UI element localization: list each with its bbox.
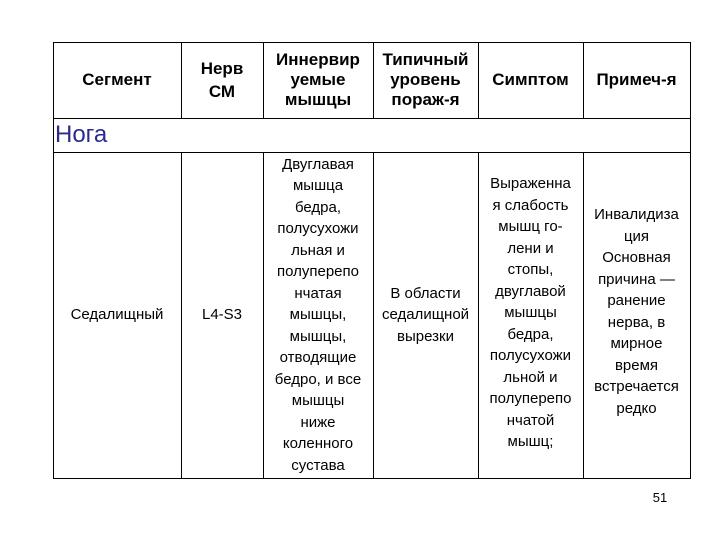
cell-innervated-muscles — [263, 152, 373, 478]
cell-nerve-text: L4-S3 — [201, 306, 243, 324]
cell-symptom — [478, 152, 583, 478]
cell-note — [583, 152, 690, 478]
table-bottom-border — [53, 478, 691, 479]
cell-segment — [53, 152, 181, 478]
cell-symptom-text: Выраженна я слабость мышц го- лени и стопы, двуглавой мышцы бедра, полусухожи льной и полуперепо нчатой мышц; — [489, 175, 572, 450]
header-nerve — [181, 42, 263, 118]
header-nerve-text: Нерв СМ — [200, 59, 244, 101]
section-label: Нога — [55, 121, 108, 148]
header-innervated-muscles-text: Иннервир уемые мышцы — [276, 50, 360, 109]
cell-segment-text: Седалищный — [70, 306, 164, 324]
header-symptom — [478, 42, 583, 118]
cell-typical-level-text: В области седалищной вырезки — [381, 284, 470, 345]
header-bottom-border — [53, 118, 691, 119]
header-segment — [53, 42, 181, 118]
header-segment-text: Сегмент — [82, 70, 152, 89]
page-number: 51 — [652, 490, 668, 505]
header-symptom-text: Симптом — [492, 70, 569, 89]
cell-note-text: Инвалидиза ция Основная причина — ранение нерва, в мирное время встречается редко — [594, 206, 679, 417]
cell-innervated-muscles-text: Двуглавая мышца бедра, полусухожи льная и полуперепо нчатая мышцы, мышцы, отводящие бедро, и все мышцы ниже коленного сустава — [274, 155, 362, 474]
header-innervated-muscles — [263, 42, 373, 118]
header-note — [583, 42, 690, 118]
cell-nerve — [181, 152, 263, 478]
table-right-border — [690, 42, 691, 479]
header-typical-level — [373, 42, 478, 118]
cell-typical-level — [373, 152, 478, 478]
header-note-text: Примеч-я — [596, 70, 677, 89]
header-typical-level-text: Типичный уровень пораж-я — [382, 50, 469, 109]
